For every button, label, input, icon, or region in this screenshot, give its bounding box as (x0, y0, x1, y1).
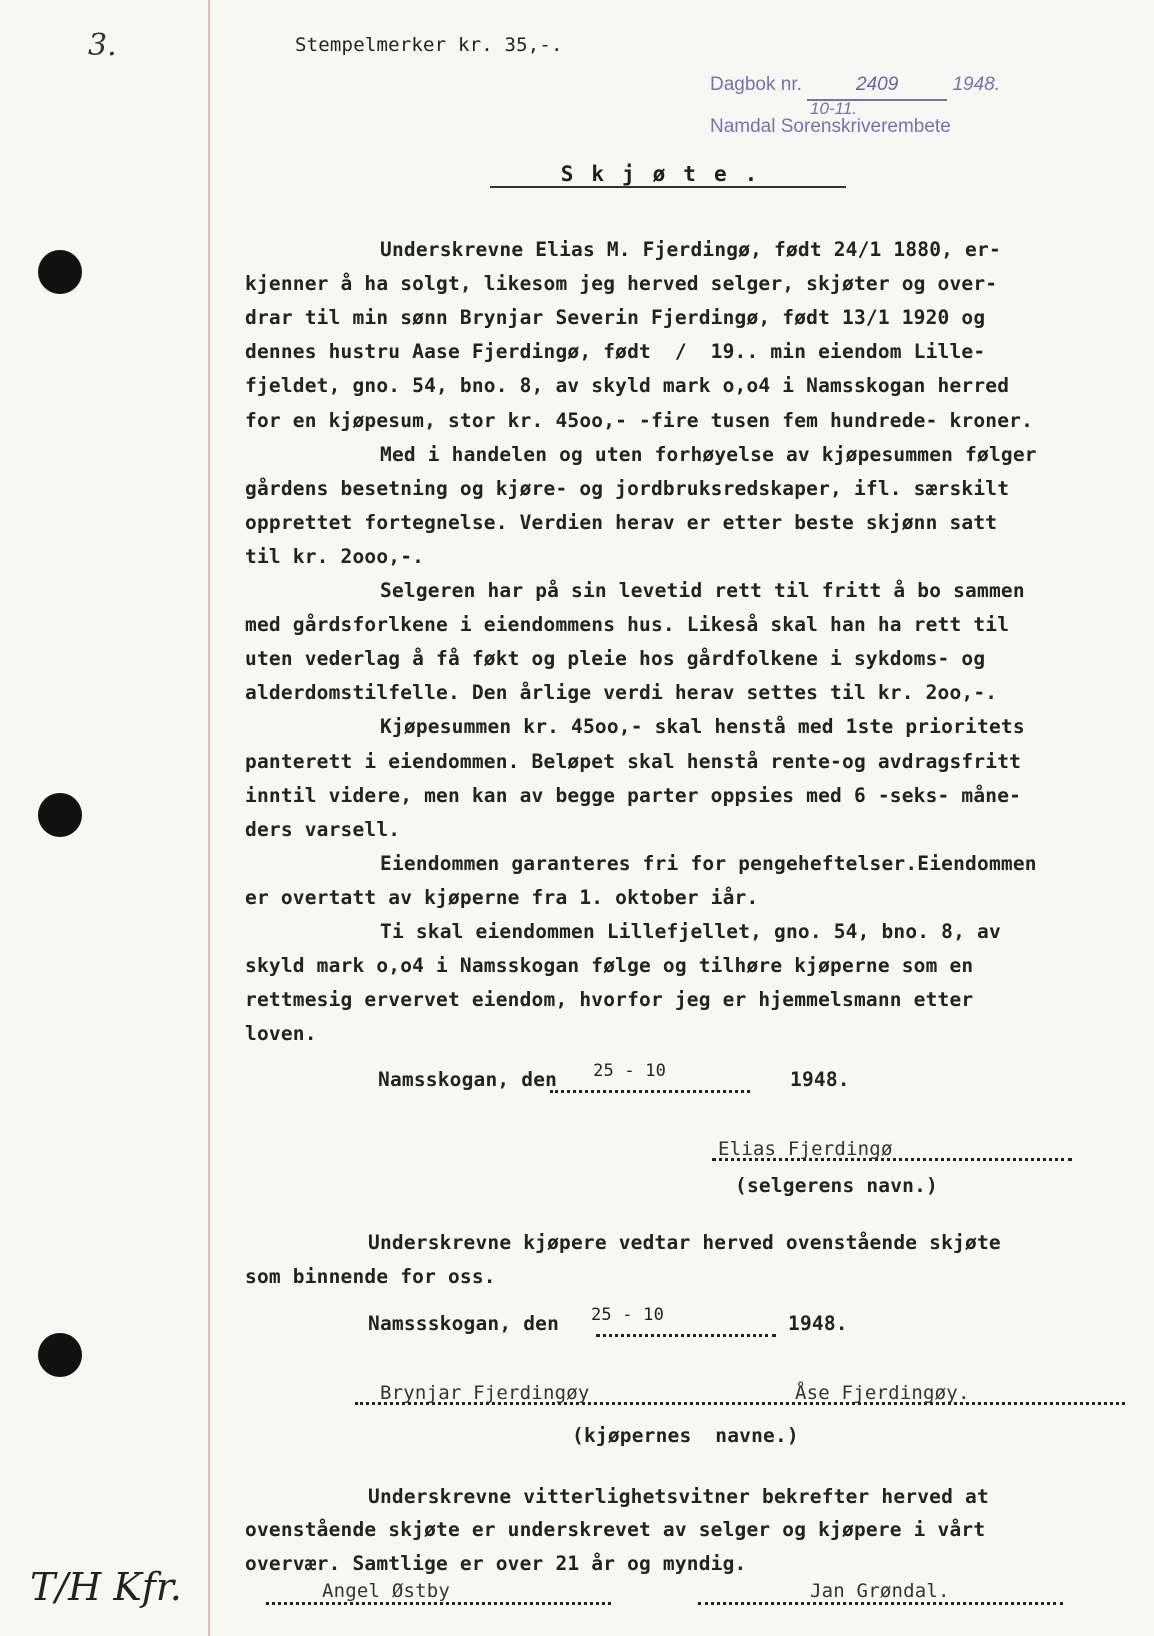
deed-line: til kr. 2ooo,-. (245, 545, 425, 568)
date-dots-2 (596, 1334, 776, 1337)
page-number: 3. (88, 28, 117, 63)
deed-line: for en kjøpesum, stor kr. 45oo,- -fire tusen fem hundrede- kroner. (245, 409, 1034, 432)
stempel-line: Stempelmerker kr. 35,-. (295, 34, 563, 56)
deed-line: Selgeren har på sin levetid rett til fritt å bo sammen (380, 579, 1025, 602)
office-name: Namdal Sorenskriverembete (710, 116, 951, 138)
deed-line: inntil videre, men kan av begge parter oppsies med 6 -seks- måne- (245, 784, 1022, 807)
deed-line: opprettet fortegnelse. Verdien herav er etter beste skjønn satt (245, 511, 998, 534)
dagbok-label: Dagbok nr. (710, 74, 802, 95)
place-date-1 (378, 1061, 667, 1091)
buyers-label: (kjøpernes navne.) (572, 1424, 799, 1447)
buyers-text-2: som binnende for oss. (245, 1265, 496, 1288)
witness-dots-1 (266, 1602, 611, 1605)
punch-hole (38, 1333, 82, 1377)
buyers-text-1: Underskrevne kjøpere vedtar herved ovenstående skjøte (368, 1231, 1001, 1254)
date-2: 25 - 10 (591, 1305, 665, 1325)
witness-line-1: Underskrevne vitterlighetsvitner bekrefter herved at (368, 1485, 989, 1508)
seller-signature: Elias Fjerdingø (718, 1138, 893, 1160)
deed-line: Kjøpesummen kr. 45oo,- skal henstå med 1ste prioritets (380, 715, 1025, 738)
place-2: Namssskogan, den (368, 1312, 560, 1335)
deed-line: Med i handelen og uten forhøyelse av kjøpesummen følger (380, 443, 1037, 466)
punch-hole (38, 250, 82, 294)
witness-dots-2 (698, 1602, 1063, 1605)
dagbok-date: 10-11. (810, 98, 857, 118)
buyers-dots (355, 1402, 1125, 1405)
registry-stamp (710, 72, 1000, 141)
document-title: Skjøte. (490, 162, 846, 188)
place-1: Namsskogan, den (378, 1068, 558, 1091)
date-1: 25 - 10 (593, 1061, 667, 1081)
margin-line (208, 0, 210, 1636)
place-date-2 (368, 1305, 665, 1335)
witness-signature-1: Angel Østby (322, 1580, 451, 1602)
witness-line-2: ovenstående skjøte er underskrevet av selger og kjøpere i vårt (245, 1518, 986, 1541)
deed-line: med gårdsforlkene i eiendommens hus. Likeså skal han ha rett til (245, 613, 1010, 636)
deed-line: panterett i eiendommen. Beløpet skal henstå rente-og avdragsfritt (245, 750, 1022, 773)
deed-line: drar til min sønn Brynjar Severin Fjerdingø, født 13/1 1920 og (245, 306, 986, 329)
dagbok-number: 2409 (807, 72, 947, 101)
seller-label: (selgerens navn.) (735, 1174, 938, 1197)
deed-line: gårdens besetning og kjøre- og jordbruksredskaper, ifl. særskilt (245, 477, 1010, 500)
buyer-signature-1: Brynjar Fjerdingøy (380, 1382, 590, 1404)
punch-hole (38, 793, 82, 837)
dagbok-year: 1948. (952, 74, 1001, 95)
witness-line-3: overvær. Samtlige er over 21 år og myndig. (245, 1552, 747, 1575)
deed-line: uten vederlag å få føkt og pleie hos gårdfolkene i sykdoms- og (245, 647, 986, 670)
deed-line: ders varsell. (245, 818, 401, 841)
deed-line: Ti skal eiendommen Lillefjellet, gno. 54, bno. 8, av (380, 920, 1001, 943)
deed-line: er overtatt av kjøperne fra 1. oktober iår. (245, 886, 759, 909)
buyer-signature-2: Åse Fjerdingøy. (795, 1382, 970, 1404)
deed-line: Eiendommen garanteres fri for pengeheftelser.Eiendommen (380, 852, 1037, 875)
witness-signature-2: Jan Grøndal. (810, 1580, 950, 1602)
deed-line: alderdomstilfelle. Den årlige verdi herav settes til kr. 2oo,-. (245, 681, 998, 704)
deed-line: Underskrevne Elias M. Fjerdingø, født 24/1 1880, er- (380, 238, 1001, 261)
deed-line: fjeldet, gno. 54, bno. 8, av skyld mark o,o4 i Namsskogan herred (245, 374, 1010, 397)
corner-note: T/H Kfr. (30, 1565, 182, 1609)
year-2: 1948. (788, 1312, 848, 1335)
deed-line: loven. (245, 1022, 317, 1045)
deed-line: dennes hustru Aase Fjerdingø, født / 19.. min eiendom Lille- (245, 340, 986, 363)
year-1: 1948. (790, 1068, 850, 1091)
deed-line: skyld mark o,o4 i Namsskogan følge og tilhøre kjøperne som en (245, 954, 974, 977)
deed-line: rettmesig ervervet eiendom, hvorfor jeg er hjemmelsmann etter (245, 988, 974, 1011)
seller-dots (712, 1158, 1072, 1161)
date-dots-1 (550, 1090, 750, 1093)
deed-line: kjenner å ha solgt, likesom jeg herved selger, skjøter og over- (245, 272, 998, 295)
